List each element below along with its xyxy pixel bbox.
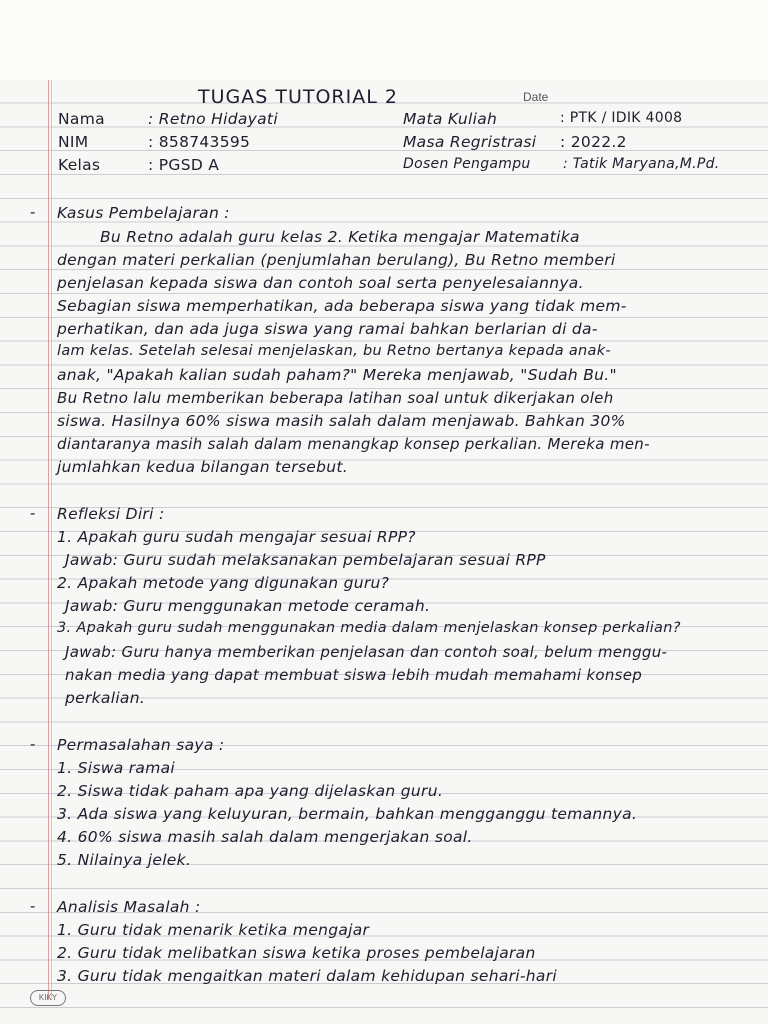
- bullet-dash: -: [30, 505, 36, 522]
- refleksi-line: nakan media yang dapat membuat siswa lebih mudah memahami konsep: [65, 666, 643, 684]
- nim-value: : 858743595: [148, 133, 251, 151]
- masa-value: : 2022.2: [560, 133, 627, 151]
- refleksi-line: perkalian.: [65, 689, 146, 707]
- analisis-heading: Analisis Masalah :: [57, 898, 201, 916]
- kasus-line: anak, "Apakah kalian sudah paham?" Mereka menjawab, "Sudah Bu.": [57, 366, 617, 384]
- refleksi-line: Jawab: Guru hanya memberikan penjelasan dan contoh soal, belum menggu-: [65, 643, 668, 661]
- nim-label: NIM: [58, 133, 89, 151]
- dosen-label: Dosen Pengampu: [403, 156, 531, 172]
- bullet-dash: -: [30, 204, 36, 221]
- dosen-value: : Tatik Maryana,M.Pd.: [563, 156, 720, 172]
- nama-label: Nama: [58, 110, 105, 128]
- matkul-value: : PTK / IDIK 4008: [560, 110, 683, 126]
- refleksi-line: 2. Apakah metode yang digunakan guru?: [57, 574, 390, 592]
- analisis-line: 3. Guru tidak mengaitkan materi dalam kehidupan sehari-hari: [57, 967, 557, 985]
- permasalahan-line: 1. Siswa ramai: [57, 759, 176, 777]
- refleksi-line: 3. Apakah guru sudah menggunakan media dalam menjelaskan konsep perkalian?: [57, 620, 681, 636]
- permasalahan-heading: Permasalahan saya :: [57, 736, 225, 754]
- kasus-heading: Kasus Pembelajaran :: [57, 204, 230, 222]
- refleksi-line: Jawab: Guru sudah melaksanakan pembelajaran sesuai RPP: [65, 551, 546, 569]
- bullet-dash: -: [30, 736, 36, 753]
- refleksi-line: Jawab: Guru menggunakan metode ceramah.: [65, 597, 431, 615]
- margin-rule-inner: [51, 80, 52, 1000]
- kasus-line: penjelasan kepada siswa dan contoh soal serta penyelesaiannya.: [57, 274, 584, 292]
- masa-label: Masa Regristrasi: [403, 133, 537, 151]
- nama-value: : Retno Hidayati: [148, 110, 278, 128]
- permasalahan-line: 2. Siswa tidak paham apa yang dijelaskan guru.: [57, 782, 444, 800]
- kasus-line: jumlahkan kedua bilangan tersebut.: [57, 458, 349, 476]
- analisis-line: 2. Guru tidak melibatkan siswa ketika proses pembelajaran: [57, 944, 536, 962]
- kelas-label: Kelas: [58, 156, 101, 174]
- permasalahan-line: 5. Nilainya jelek.: [57, 851, 192, 869]
- permasalahan-line: 4. 60% siswa masih salah dalam mengerjakan soal.: [57, 828, 473, 846]
- margin-rule: [48, 80, 49, 1000]
- refleksi-line: 1. Apakah guru sudah mengajar sesuai RPP?: [57, 528, 416, 546]
- page-top-margin: [0, 0, 768, 80]
- kasus-line: lam kelas. Setelah selesai menjelaskan, bu Retno bertanya kepada anak-: [57, 343, 611, 359]
- kasus-line: Sebagian siswa memperhatikan, ada beberapa siswa yang tidak mem-: [57, 297, 627, 315]
- kasus-line: Bu Retno lalu memberikan beberapa latihan soal untuk dikerjakan oleh: [57, 389, 614, 407]
- kasus-line: dengan materi perkalian (penjumlahan berulang), Bu Retno memberi: [57, 251, 616, 269]
- analisis-line: 1. Guru tidak menarik ketika mengajar: [57, 921, 370, 939]
- kasus-line: Bu Retno adalah guru kelas 2. Ketika mengajar Matematika: [100, 228, 580, 246]
- kasus-line: perhatikan, dan ada juga siswa yang ramai bahkan berlarian di da-: [57, 320, 598, 338]
- kasus-line: siswa. Hasilnya 60% siswa masih salah dalam menjawab. Bahkan 30%: [57, 412, 626, 430]
- notebook-brand-logo: KIKY: [30, 990, 66, 1006]
- page-title: TUGAS TUTORIAL 2: [198, 86, 398, 108]
- kasus-line: diantaranya masih salah dalam menangkap konsep perkalian. Mereka men-: [57, 435, 650, 453]
- permasalahan-line: 3. Ada siswa yang keluyuran, bermain, bahkan mengganggu temannya.: [57, 805, 638, 823]
- refleksi-heading: Refleksi Diri :: [57, 505, 165, 523]
- bullet-dash: -: [30, 898, 36, 915]
- date-label: Date: [523, 90, 549, 104]
- matkul-label: Mata Kuliah: [403, 110, 498, 128]
- kelas-value: : PGSD A: [148, 156, 220, 174]
